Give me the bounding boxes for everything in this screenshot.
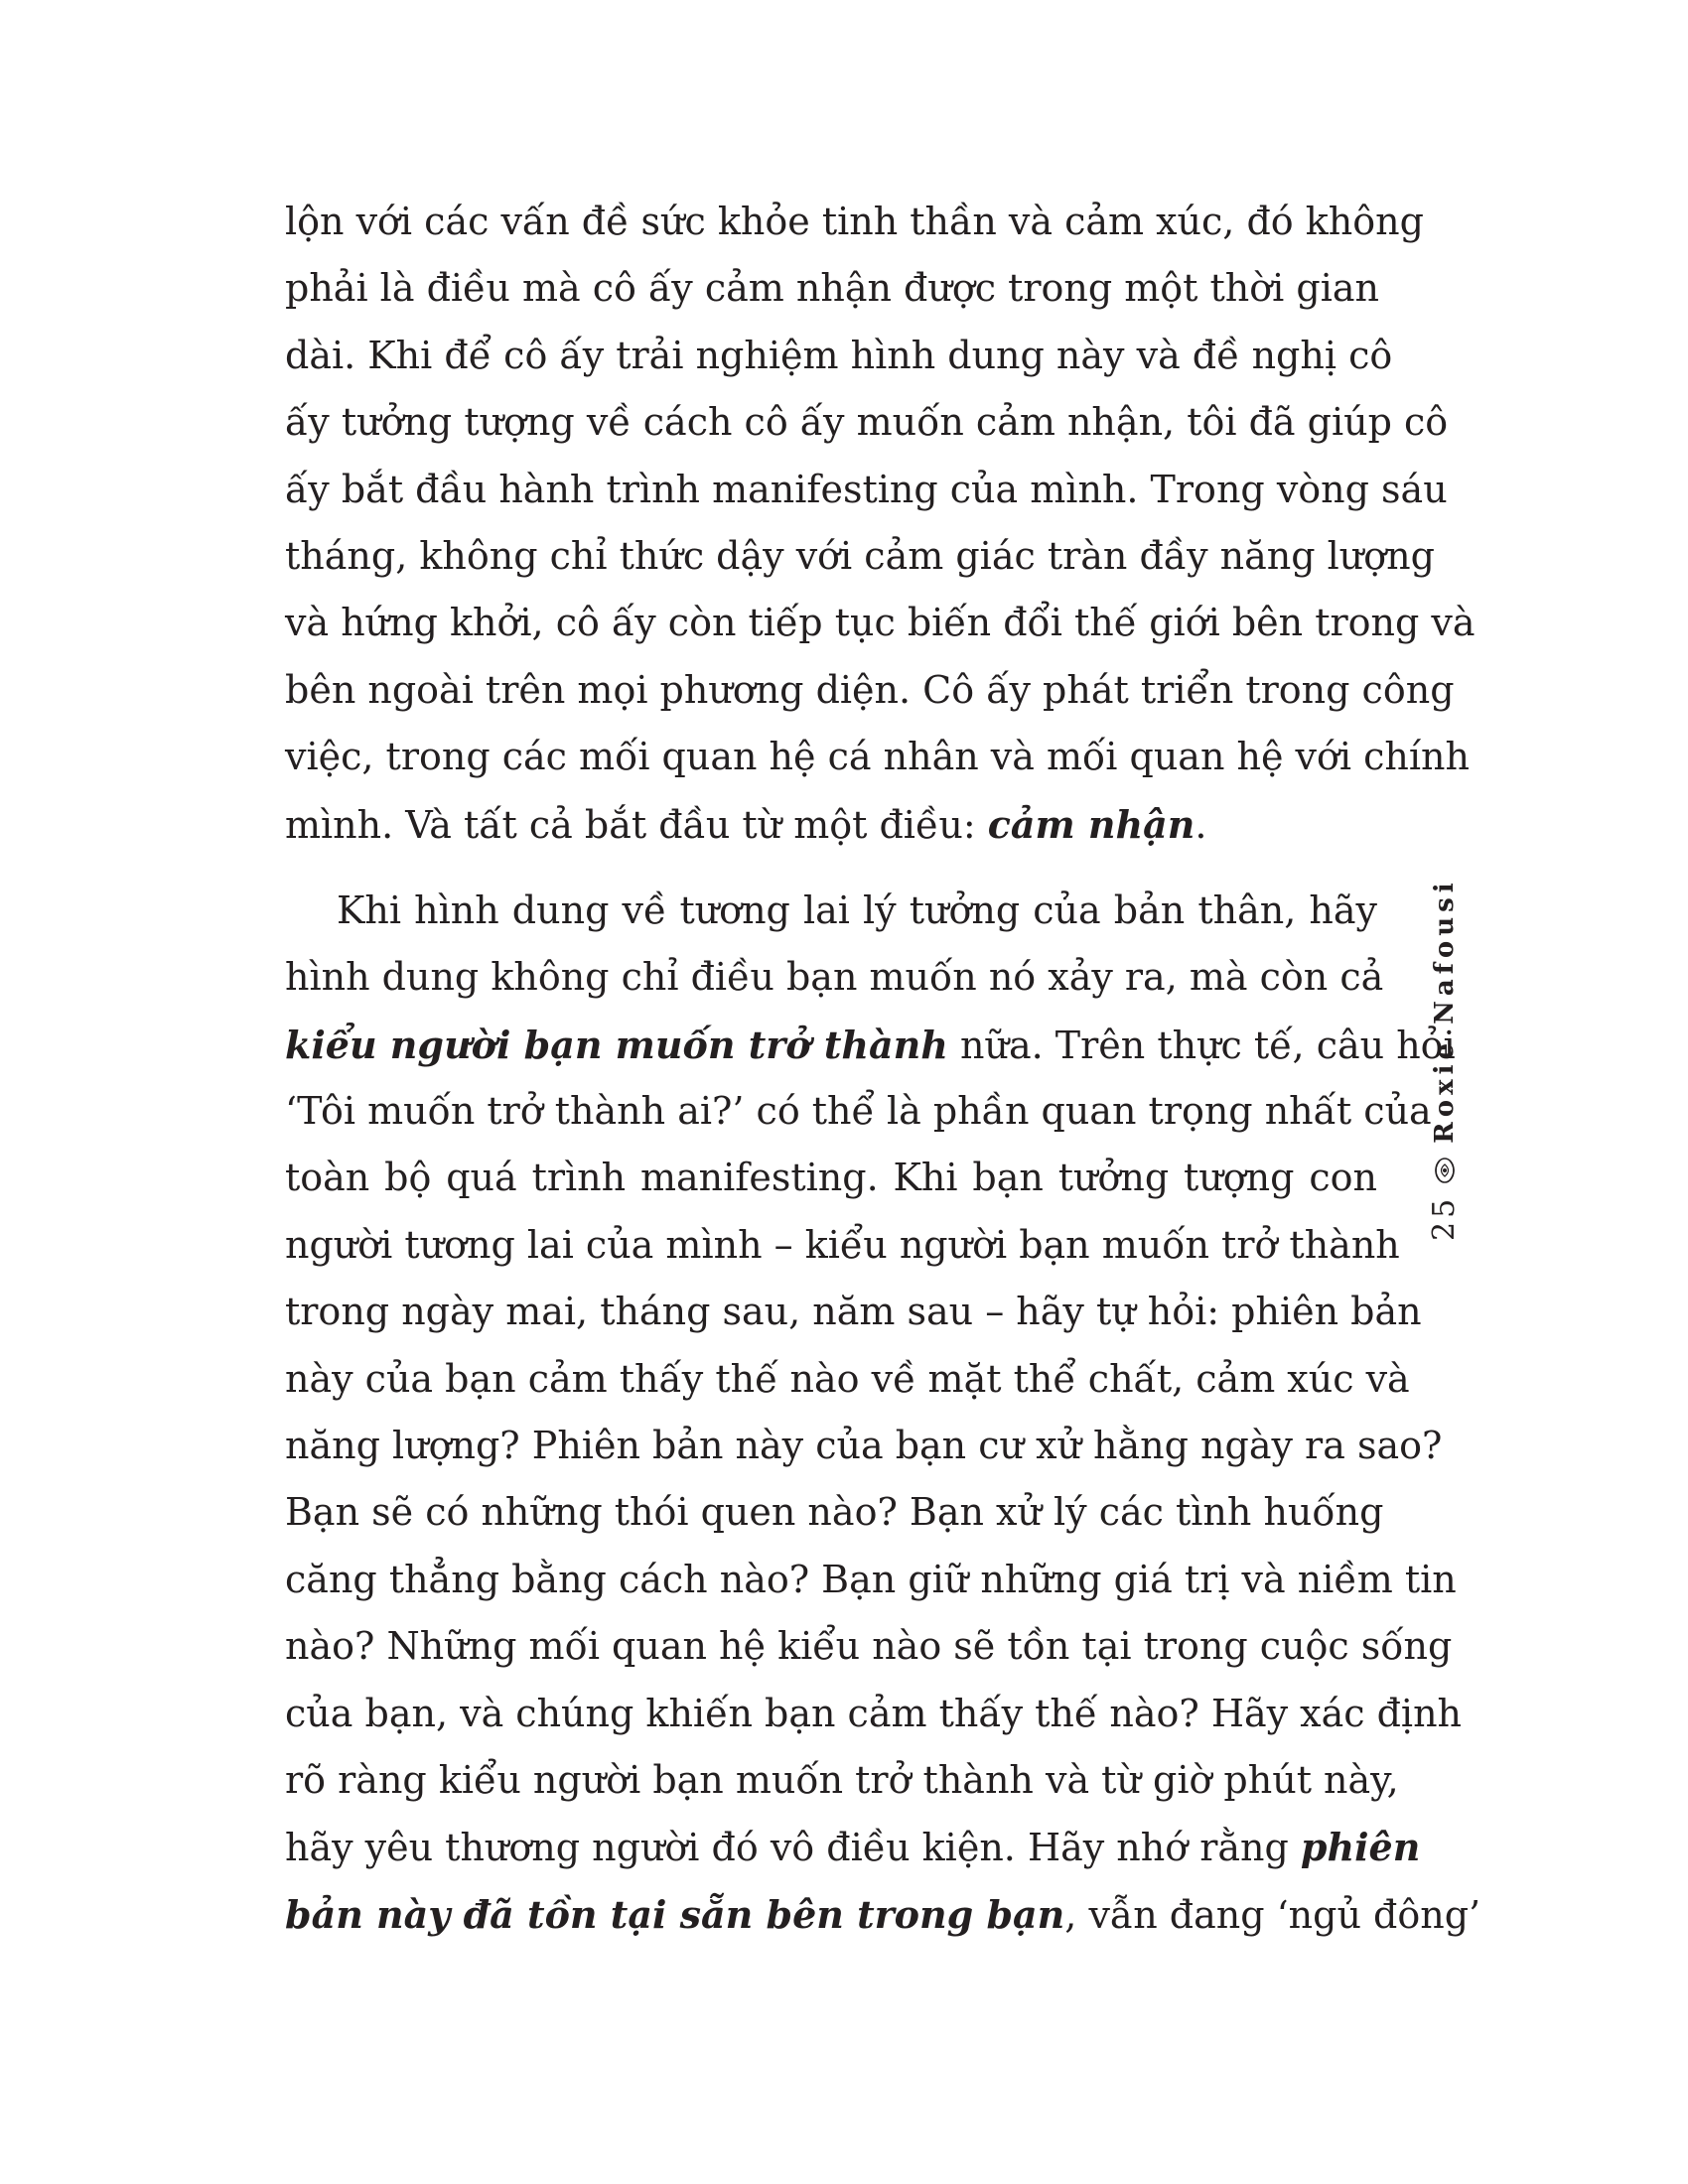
text-line — [285, 1547, 1457, 1613]
text-line — [285, 189, 1424, 255]
emphasis-text: bản này đã tồn tại sẵn bên trong bạn — [285, 1891, 1065, 1937]
text-run: rõ ràng kiểu người bạn muốn trở thành và từ giờ phút này, — [285, 1757, 1399, 1802]
text-run: , vẫn đang ‘ngủ đông’ — [1064, 1892, 1481, 1937]
text-run: toàn bộ quá trình manifesting. Khi bạn tưởng tượng con — [285, 1156, 1377, 1200]
text-line — [285, 1747, 1399, 1814]
text-run: nào? Những mối quan hệ kiểu nào sẽ tồn tại trong cuộc sống — [285, 1624, 1453, 1669]
text-line — [285, 1212, 1400, 1279]
text-run: năng lượng? Phiên bản này của bạn cư xử hằng ngày ra sao? — [285, 1424, 1443, 1468]
emphasis-text: kiểu người bạn muốn trở thành — [285, 1022, 948, 1067]
paragraph-1 — [285, 189, 1476, 858]
text-run: nữa. Trên thực tế, câu hỏi — [947, 1023, 1456, 1067]
ornament-icon — [1430, 1156, 1460, 1185]
text-run: trong ngày mai, tháng sau, năm sau – hãy tự hỏi: phiên bản — [285, 1290, 1422, 1334]
text-line — [285, 944, 1384, 1011]
text-run: tháng, không chỉ thức dậy với cảm giác tràn đầy năng lượng — [285, 533, 1435, 578]
author-name: Roxie Nafousi — [1429, 878, 1460, 1144]
text-run: người tương lai của mình – kiểu người bạn muốn trở thành — [285, 1222, 1400, 1267]
running-footer — [1427, 878, 1467, 1281]
text-run: Bạn sẽ có những thói quen nào? Bạn xử lý các tình huống — [285, 1490, 1384, 1535]
text-line — [285, 255, 1377, 322]
text-run: hãy yêu thương người đó vô điều kiện. Hãy nhớ rằng — [285, 1826, 1301, 1870]
emphasis-text: cảm nhận — [987, 801, 1196, 847]
text-line — [285, 724, 1470, 790]
text-run: căng thẳng bằng cách nào? Bạn giữ những giá trị và niềm tin — [285, 1557, 1457, 1601]
text-run: Khi hình dung về tương lai lý tưởng của bản thân, hãy — [337, 887, 1377, 932]
text-run: mình. Và tất cả bắt đầu từ một điều: — [285, 802, 988, 847]
text-line — [285, 1279, 1422, 1345]
text-line — [285, 1613, 1453, 1680]
text-line — [285, 1681, 1463, 1747]
text-run: này của bạn cảm thấy thế nào về mặt thể chất, cảm xúc và — [285, 1356, 1410, 1401]
text-run: việc, trong các mối quan hệ cá nhân và mối quan hệ với chính — [285, 735, 1470, 779]
text-run: bên ngoài trên mọi phương diện. Cô ấy phát triển trong công — [285, 667, 1455, 712]
text-run: ‘Tôi muốn trở thành ai?’ có thể là phần quan trọng nhất của — [285, 1089, 1432, 1134]
text-run: hình dung không chỉ điều bạn muốn nó xảy ra, mà còn cả — [285, 955, 1384, 1000]
text-line — [285, 1078, 1432, 1145]
running-footer-text — [1427, 878, 1462, 1241]
text-run: của bạn, và chúng khiến bạn cảm thấy thế nào? Hãy xác định — [285, 1691, 1463, 1735]
text-line — [285, 1413, 1443, 1479]
text-line — [285, 1881, 1481, 1948]
text-line — [285, 878, 1377, 944]
text-line — [285, 1145, 1377, 1211]
text-line — [285, 590, 1476, 656]
paragraph-gap — [285, 858, 1377, 878]
page-number: 25 — [1427, 1194, 1462, 1241]
text-line — [285, 323, 1393, 389]
text-run: lộn với các vấn đề sức khỏe tinh thần và cảm xúc, đó không — [285, 200, 1424, 243]
text-line — [285, 1346, 1410, 1413]
text-run: phải là điều mà cô ấy cảm nhận được trong một thời gian — [285, 266, 1379, 311]
text-run: . — [1195, 802, 1207, 847]
text-line — [285, 791, 1377, 858]
text-run: và hứng khởi, cô ấy còn tiếp tục biến đổi thế giới bên trong và — [285, 601, 1476, 645]
text-line — [285, 1479, 1384, 1546]
text-line — [285, 1814, 1421, 1880]
text-line — [285, 1012, 1456, 1078]
text-run: ấy bắt đầu hành trình manifesting của mình. Trong vòng sáu — [285, 467, 1448, 511]
text-line — [285, 389, 1449, 456]
text-run: dài. Khi để cô ấy trải nghiệm hình dung này và đề nghị cô — [285, 333, 1393, 377]
text-line — [285, 457, 1448, 523]
text-run: ấy tưởng tượng về cách cô ấy muốn cảm nhận, tôi đã giúp cô — [285, 400, 1449, 445]
text-line — [285, 523, 1435, 590]
text-line — [285, 657, 1455, 724]
emphasis-text: phiên — [1300, 1825, 1421, 1870]
